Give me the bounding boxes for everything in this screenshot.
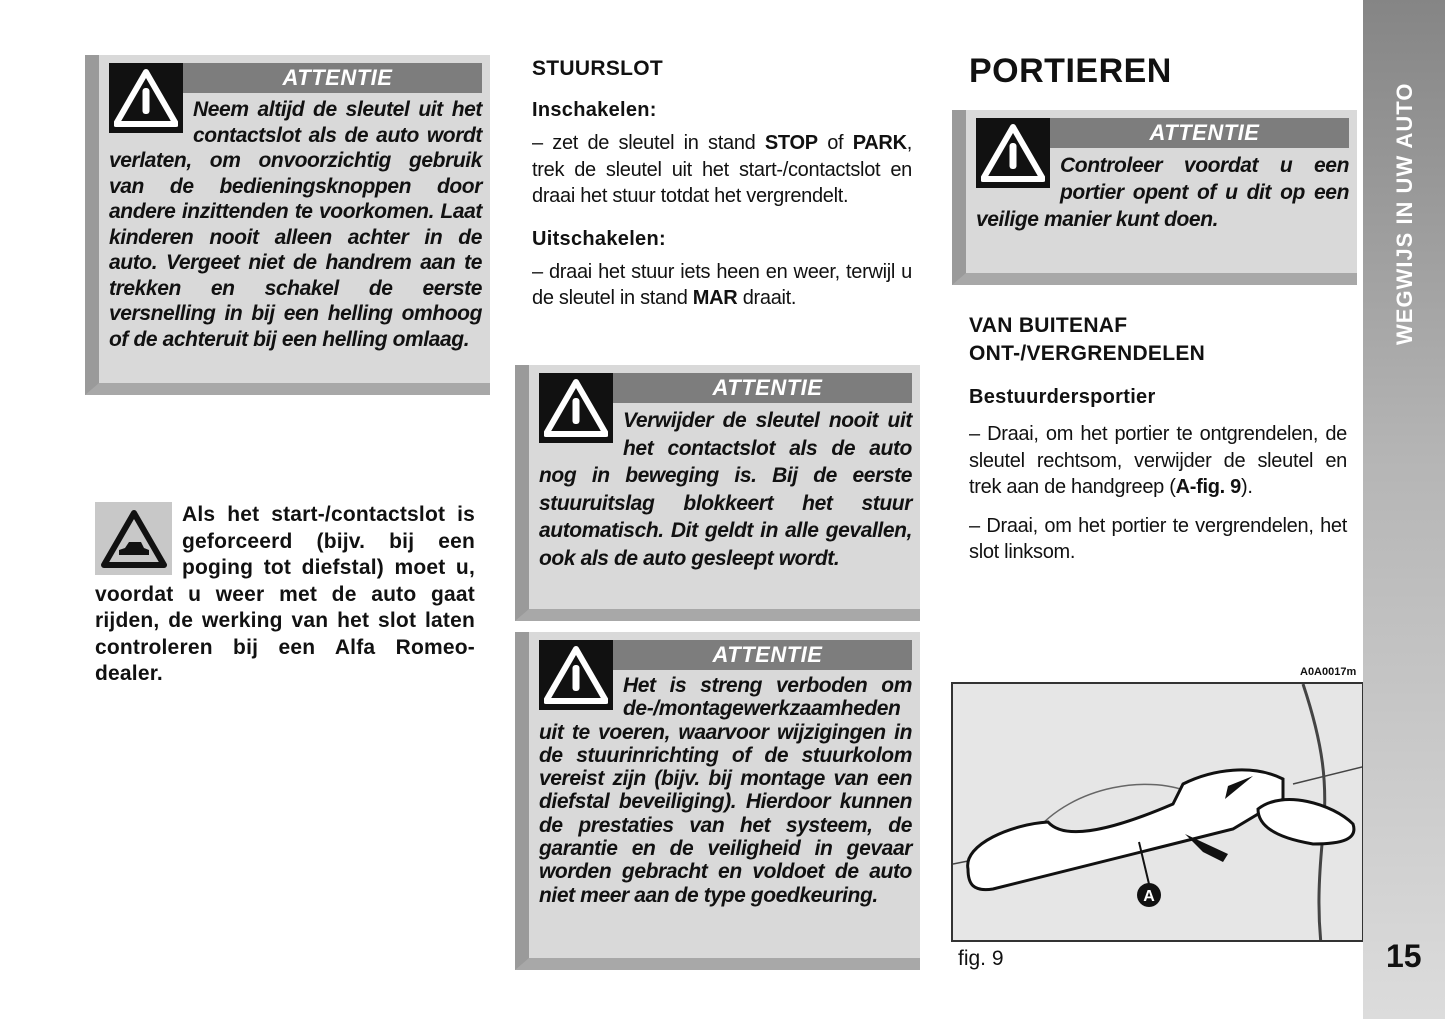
warning-text: Controleer voordat u een portier opent of u dit op een veilige manier kunt doen. <box>976 154 1349 231</box>
door-section <box>969 312 1347 566</box>
driver-door-subheading: Bestuurdersportier <box>969 386 1156 408</box>
door-handle-illustration <box>953 684 1364 942</box>
car-warning-icon <box>95 502 172 575</box>
warning-box-steering <box>515 365 920 621</box>
warning-text: Neem altijd de sleutel uit het contactslot als de auto wordt verlaten, om onvoorzichtig gebruik van de bedieningsknoppen door andere inzittenden te voorkomen. Laat kinderen nooit alleen achter in de auto. Vergeet niet de handrem aan te trekken en schakel de eerste versnelling in bij een helling omhoog of de achteruit bij een helling omlaag. <box>109 98 482 351</box>
door-heading: VAN BUITENAF ONT-/VERGRENDELEN <box>969 314 1206 365</box>
warning-triangle-icon <box>109 63 183 133</box>
warning-title: ATTENTIE <box>109 63 482 93</box>
lock-text: – Draai, om het portier te vergrendelen, het slot linksom. <box>969 514 1347 563</box>
enable-subheading: Inschakelen: <box>532 99 657 121</box>
figure-code: A0A0017m <box>1300 666 1357 678</box>
unlock-text: – Draai, om het portier te ontgrendelen, de sleutel rechtsom, verwijder de sleutel en trek aan de handgreep (A-fig. 9). <box>969 423 1347 498</box>
warning-title: ATTENTIE <box>539 373 912 403</box>
warning-box-modification <box>515 632 920 970</box>
figure-caption: fig. 9 <box>958 947 1004 970</box>
warning-box-doors <box>952 110 1357 285</box>
warning-box-key <box>85 55 490 395</box>
warning-triangle-icon <box>539 373 613 443</box>
label-a: A <box>1143 888 1155 905</box>
warning-text: Het is streng verboden om de-/montagewerkzaamheden uit te voeren, waarvoor wijzigingen in de stuurinrichting of de stuurkolom vereist zijn (bijv. bij montage van een diefstal beveiliging). Hierdoor kunnen de prestaties van het systeem, de garantie en de veiligheid in gevaar worden gebracht en voldoet de auto niet meer aan de type goedkeuring. <box>539 674 912 907</box>
door-handle-figure <box>951 682 1364 942</box>
page-number: 15 <box>1386 938 1422 974</box>
page-title: PORTIEREN <box>969 52 1172 90</box>
warning-text: Verwijder de sleutel nooit uit het contactslot als de auto nog in beweging is. Bij de eerste stuuruitslag blokkeert het stuur automatisch. Dit geldt in alle gevallen, ook als de auto gesleept wordt. <box>539 409 912 570</box>
steering-lock-heading: STUURSLOT <box>532 57 664 80</box>
warning-title: ATTENTIE <box>976 118 1349 148</box>
warning-title: ATTENTIE <box>539 640 912 670</box>
theft-note-text: Als het start-/contactslot is geforceerd (bijv. bij een poging tot diefstal) moet u, voordat u weer met de auto gaat rijden, de werking van het slot laten controleren bij een Alfa Romeo-dealer. <box>95 503 475 685</box>
disable-text: – draai het stuur iets heen en weer, terwijl u de sleutel in stand MAR draait. <box>532 260 912 309</box>
enable-text: – zet de sleutel in stand STOP of PARK, trek de sleutel uit het start-/contactslot en draai het stuur totdat het vergrendelt. <box>532 132 912 207</box>
disable-subheading: Uitschakelen: <box>532 227 666 250</box>
section-title-vertical: WEGWIJS IN UW AUTO <box>1392 82 1417 345</box>
warning-triangle-icon <box>539 640 613 710</box>
warning-triangle-icon <box>976 118 1050 188</box>
steering-lock-section <box>532 57 912 312</box>
theft-note <box>95 502 475 688</box>
